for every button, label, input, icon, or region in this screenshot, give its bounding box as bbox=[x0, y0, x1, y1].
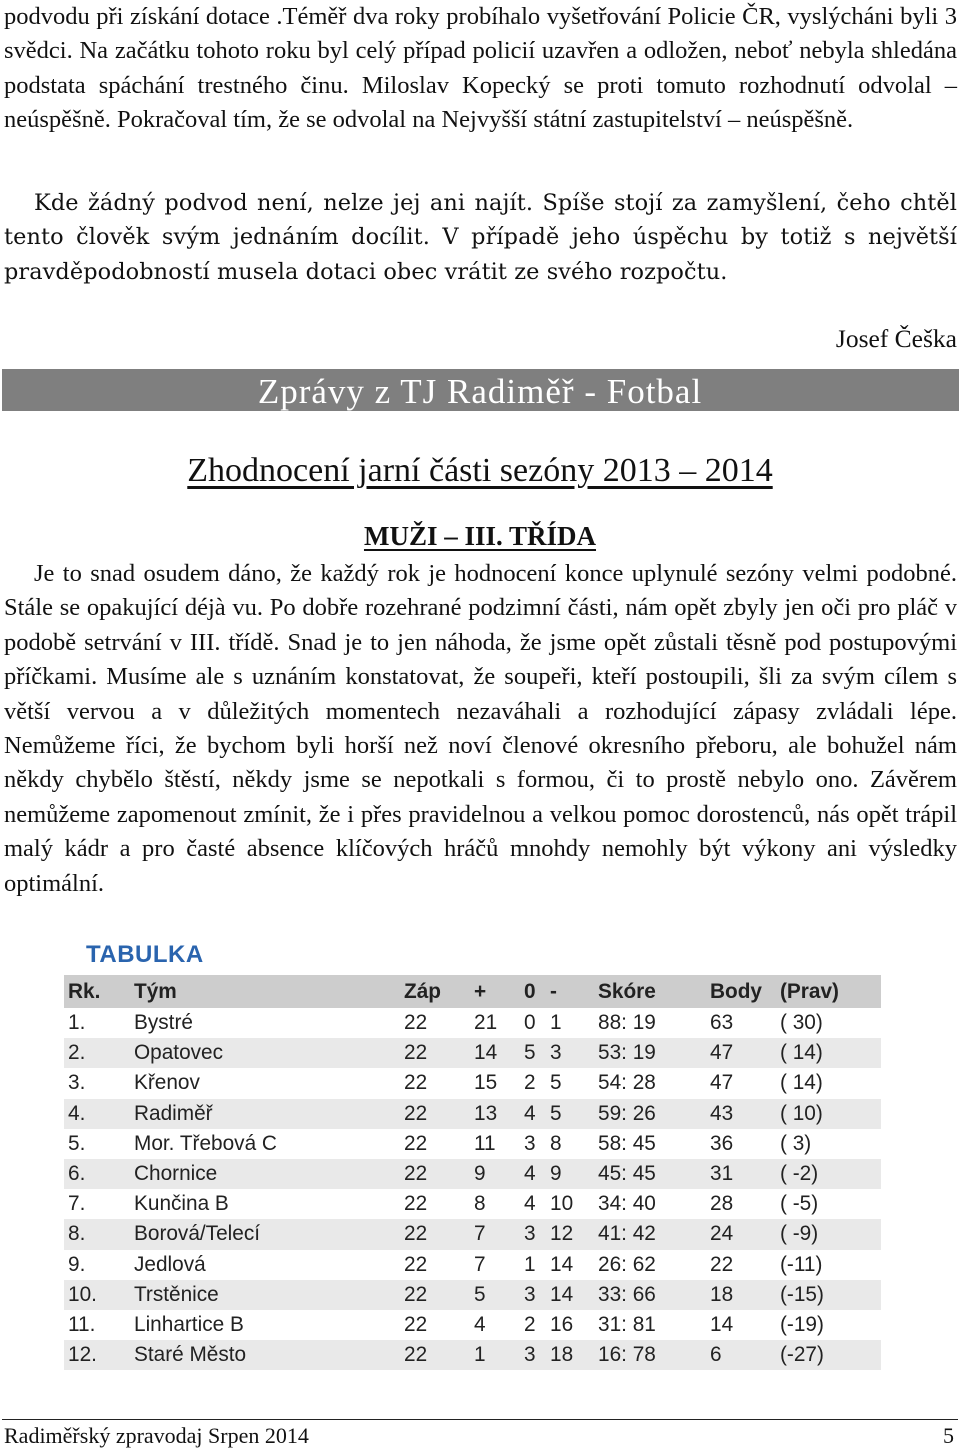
cell-draws: 3 bbox=[524, 1280, 550, 1310]
cell-score: 88: 19 bbox=[598, 1008, 710, 1038]
table-row bbox=[64, 1038, 881, 1068]
cell-prav: ( 10) bbox=[780, 1099, 881, 1129]
cell-points: 47 bbox=[710, 1038, 780, 1068]
cell-draws: 2 bbox=[524, 1068, 550, 1098]
table-title: TABULKA bbox=[86, 941, 204, 968]
cell-wins: 9 bbox=[474, 1159, 524, 1189]
cell-score: 16: 78 bbox=[598, 1340, 710, 1370]
cell-points: 63 bbox=[710, 1008, 780, 1038]
cell-draws: 5 bbox=[524, 1038, 550, 1068]
cell-rank: 7. bbox=[64, 1189, 134, 1219]
cell-draws: 4 bbox=[524, 1159, 550, 1189]
cell-score: 45: 45 bbox=[598, 1159, 710, 1189]
footer-divider bbox=[2, 1419, 958, 1420]
header-losses: - bbox=[550, 975, 598, 1008]
header-draws: 0 bbox=[524, 975, 550, 1008]
table-header-row bbox=[64, 975, 881, 1008]
cell-matches: 22 bbox=[404, 1099, 474, 1129]
cell-matches: 22 bbox=[404, 1068, 474, 1098]
cell-team: Bystré bbox=[134, 1008, 404, 1038]
cell-losses: 10 bbox=[550, 1189, 598, 1219]
cell-prav: (-11) bbox=[780, 1250, 881, 1280]
cell-prav: (-15) bbox=[780, 1280, 881, 1310]
cell-wins: 21 bbox=[474, 1008, 524, 1038]
banner-title: Zprávy z TJ Radiměř - Fotbal bbox=[257, 372, 703, 411]
section-heading: MUŽI – III. TŘÍDA bbox=[363, 521, 597, 551]
cell-prav: (-27) bbox=[780, 1340, 881, 1370]
cell-score: 34: 40 bbox=[598, 1189, 710, 1219]
cell-wins: 4 bbox=[474, 1310, 524, 1340]
cell-draws: 4 bbox=[524, 1099, 550, 1129]
cell-losses: 9 bbox=[550, 1159, 598, 1189]
cell-rank: 6. bbox=[64, 1159, 134, 1189]
cell-score: 59: 26 bbox=[598, 1099, 710, 1129]
cell-team: Trstěnice bbox=[134, 1280, 404, 1310]
cell-score: 53: 19 bbox=[598, 1038, 710, 1068]
cell-wins: 11 bbox=[474, 1129, 524, 1159]
cell-draws: 4 bbox=[524, 1189, 550, 1219]
cell-losses: 12 bbox=[550, 1219, 598, 1249]
header-wins: + bbox=[474, 975, 524, 1008]
cell-points: 31 bbox=[710, 1159, 780, 1189]
table-row bbox=[64, 1280, 881, 1310]
cell-matches: 22 bbox=[404, 1310, 474, 1340]
cell-team: Staré Město bbox=[134, 1340, 404, 1370]
cell-wins: 8 bbox=[474, 1189, 524, 1219]
intro-paragraph: podvodu při získání dotace .Téměř dva roky probíhalo vyšetřování Policie ČR, vyslýcháni byli 3 svědci. Na začátku tohoto roku byl celý případ policií uzavřen a odložen, neboť nebyla shledána podstata spáchání trestného činu. Miloslav Kopecký se proti tomuto rozhodnutí odvolal – neúspěšně. Pokračoval tím, že se odvolal na Nejvyšší státní zastupitelství – neúspěšně. bbox=[4, 3, 957, 134]
cell-losses: 14 bbox=[550, 1280, 598, 1310]
cell-draws: 3 bbox=[524, 1340, 550, 1370]
header-rank: Rk. bbox=[64, 975, 134, 1008]
article-heading: Zhodnocení jarní části sezóny 2013 – 2014 bbox=[187, 452, 773, 489]
cell-score: 54: 28 bbox=[598, 1068, 710, 1098]
intro-paragraph-2: Kde žádný podvod není, nelze jej ani najít. Spíše stojí za zamyšlení, čeho chtěl tento člověk svým jednáním docílit. V případě jeho úspěchu by totiž s největší pravděpodobností musela dotaci obec vrátit ze svého rozpočtu. bbox=[4, 190, 957, 285]
cell-wins: 5 bbox=[474, 1280, 524, 1310]
cell-losses: 5 bbox=[550, 1068, 598, 1098]
cell-draws: 3 bbox=[524, 1129, 550, 1159]
cell-rank: 9. bbox=[64, 1250, 134, 1280]
table-row bbox=[64, 1159, 881, 1189]
table-row bbox=[64, 1189, 881, 1219]
cell-points: 43 bbox=[710, 1099, 780, 1129]
cell-team: Kunčina B bbox=[134, 1189, 404, 1219]
cell-rank: 5. bbox=[64, 1129, 134, 1159]
cell-rank: 2. bbox=[64, 1038, 134, 1068]
header-team: Tým bbox=[134, 975, 404, 1008]
cell-matches: 22 bbox=[404, 1250, 474, 1280]
cell-points: 28 bbox=[710, 1189, 780, 1219]
cell-rank: 4. bbox=[64, 1099, 134, 1129]
header-points: Body bbox=[710, 975, 780, 1008]
table-row bbox=[64, 1310, 881, 1340]
cell-points: 6 bbox=[710, 1340, 780, 1370]
cell-prav: ( 14) bbox=[780, 1068, 881, 1098]
cell-team: Radiměř bbox=[134, 1099, 404, 1129]
cell-prav: (-19) bbox=[780, 1310, 881, 1340]
cell-matches: 22 bbox=[404, 1219, 474, 1249]
cell-rank: 10. bbox=[64, 1280, 134, 1310]
cell-score: 33: 66 bbox=[598, 1280, 710, 1310]
cell-team: Jedlová bbox=[134, 1250, 404, 1280]
cell-matches: 22 bbox=[404, 1340, 474, 1370]
author-name: Josef Češka bbox=[835, 324, 957, 353]
cell-rank: 3. bbox=[64, 1068, 134, 1098]
cell-wins: 14 bbox=[474, 1038, 524, 1068]
cell-losses: 18 bbox=[550, 1340, 598, 1370]
table-row bbox=[64, 1008, 881, 1038]
cell-team: Linhartice B bbox=[134, 1310, 404, 1340]
page-number: 5 bbox=[943, 1423, 954, 1448]
table-row bbox=[64, 1250, 881, 1280]
table-row bbox=[64, 1099, 881, 1129]
cell-draws: 1 bbox=[524, 1250, 550, 1280]
cell-wins: 7 bbox=[474, 1250, 524, 1280]
cell-matches: 22 bbox=[404, 1008, 474, 1038]
cell-losses: 16 bbox=[550, 1310, 598, 1340]
cell-prav: ( 3) bbox=[780, 1129, 881, 1159]
cell-points: 36 bbox=[710, 1129, 780, 1159]
cell-matches: 22 bbox=[404, 1159, 474, 1189]
cell-rank: 12. bbox=[64, 1340, 134, 1370]
cell-team: Chornice bbox=[134, 1159, 404, 1189]
footer-publication: Radiměřský zpravodaj Srpen 2014 bbox=[4, 1423, 309, 1448]
table-row bbox=[64, 1068, 881, 1098]
cell-rank: 8. bbox=[64, 1219, 134, 1249]
cell-score: 58: 45 bbox=[598, 1129, 710, 1159]
cell-prav: ( 30) bbox=[780, 1008, 881, 1038]
cell-score: 41: 42 bbox=[598, 1219, 710, 1249]
cell-rank: 1. bbox=[64, 1008, 134, 1038]
cell-team: Borová/Telecí bbox=[134, 1219, 404, 1249]
cell-points: 47 bbox=[710, 1068, 780, 1098]
cell-wins: 15 bbox=[474, 1068, 524, 1098]
cell-wins: 13 bbox=[474, 1099, 524, 1129]
header-prav: (Prav) bbox=[780, 975, 881, 1008]
cell-prav: ( 14) bbox=[780, 1038, 881, 1068]
cell-losses: 3 bbox=[550, 1038, 598, 1068]
cell-matches: 22 bbox=[404, 1129, 474, 1159]
article-body: Je to snad osudem dáno, že každý rok je hodnocení konce uplynulé sezóny velmi podobné. Stále se opakující déjà vu. Po dobře rozehrané podzimní části, nám opět zbyly jen oči pro pláč v podobě setrvání v III. třídě. Snad je to jen náhoda, že jsme opět zůstali těsně pod postupovými příčkami. Musíme ale s uznáním konstatovat, že soupeři, kteří postoupili, šli za svým cílem s větší vervou a v důležitých momentech nezaváhali a rozhodující zápasy zvládali lépe. Nemůžeme říci, že bychom byli horší než noví členové okresního přeboru, ale bohužel nám někdy chybělo štěstí, někdy jsme se nepotkali s formou, či to prostě nebylo ono. Závěrem nemůžeme zapomenout zmínit, že i přes pravidelnou a velkou pomoc dorostenců, nás opět trápil malý kádr a pro časté absence klíčových hráčů mnohdy nemohly být výkony ani výsledky optimální. bbox=[4, 560, 957, 897]
cell-points: 18 bbox=[710, 1280, 780, 1310]
cell-points: 22 bbox=[710, 1250, 780, 1280]
cell-team: Křenov bbox=[134, 1068, 404, 1098]
cell-prav: ( -9) bbox=[780, 1219, 881, 1249]
cell-points: 24 bbox=[710, 1219, 780, 1249]
cell-matches: 22 bbox=[404, 1280, 474, 1310]
cell-prav: ( -2) bbox=[780, 1159, 881, 1189]
cell-losses: 1 bbox=[550, 1008, 598, 1038]
cell-score: 31: 81 bbox=[598, 1310, 710, 1340]
cell-losses: 5 bbox=[550, 1099, 598, 1129]
cell-draws: 3 bbox=[524, 1219, 550, 1249]
cell-points: 14 bbox=[710, 1310, 780, 1340]
cell-rank: 11. bbox=[64, 1310, 134, 1340]
cell-draws: 0 bbox=[524, 1008, 550, 1038]
cell-matches: 22 bbox=[404, 1189, 474, 1219]
standings-table bbox=[64, 975, 881, 1370]
header-score: Skóre bbox=[598, 975, 710, 1008]
cell-matches: 22 bbox=[404, 1038, 474, 1068]
cell-team: Mor. Třebová C bbox=[134, 1129, 404, 1159]
cell-prav: ( -5) bbox=[780, 1189, 881, 1219]
table-row bbox=[64, 1129, 881, 1159]
cell-score: 26: 62 bbox=[598, 1250, 710, 1280]
cell-team: Opatovec bbox=[134, 1038, 404, 1068]
cell-losses: 8 bbox=[550, 1129, 598, 1159]
header-matches: Záp bbox=[404, 975, 474, 1008]
cell-wins: 7 bbox=[474, 1219, 524, 1249]
table-row bbox=[64, 1219, 881, 1249]
cell-losses: 14 bbox=[550, 1250, 598, 1280]
table-row bbox=[64, 1340, 881, 1370]
cell-draws: 2 bbox=[524, 1310, 550, 1340]
cell-wins: 1 bbox=[474, 1340, 524, 1370]
